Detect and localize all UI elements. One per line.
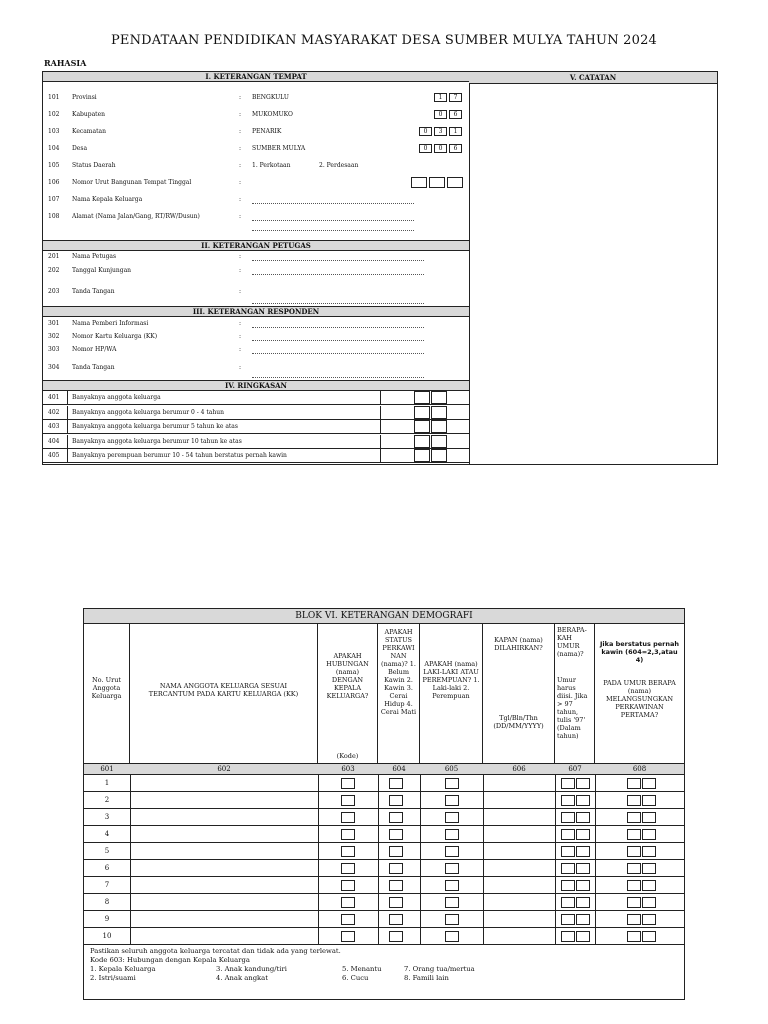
sex-box[interactable] [445, 812, 459, 823]
count-boxes [414, 406, 447, 419]
colon: : [239, 320, 242, 327]
place-row-104 [43, 145, 469, 155]
relationship-box[interactable] [341, 914, 355, 925]
sex-box[interactable] [445, 880, 459, 891]
member-row [84, 809, 684, 826]
age-box[interactable] [561, 914, 575, 925]
entry-line[interactable] [252, 253, 424, 261]
note-code-603: Kode 603: Hubungan dengan Kepala Keluarga [90, 956, 250, 964]
item-label: Banyaknya anggota keluarga berumur 10 tahun ke atas [72, 437, 242, 445]
place-row-102 [43, 111, 469, 121]
relationship-code-5: 5. Menantu [342, 965, 382, 973]
count-box[interactable] [431, 435, 447, 448]
entry-line[interactable] [252, 296, 424, 304]
age-box[interactable] [561, 795, 575, 806]
address-line-1[interactable] [252, 213, 414, 221]
marital-status-box[interactable] [389, 897, 403, 908]
demography-block [83, 608, 685, 1000]
age-box[interactable] [561, 778, 575, 789]
relationship-code-2: 2. Istri/suami [90, 974, 136, 982]
column-divider [595, 775, 596, 945]
item-number: 202 [48, 267, 60, 274]
age-box[interactable] [576, 778, 590, 789]
option-urban[interactable]: 1. Perkotaan [252, 162, 291, 169]
marriage-age-box[interactable] [627, 846, 641, 857]
column-divider [130, 775, 131, 945]
member-number: 5 [104, 847, 110, 855]
age-box[interactable] [576, 914, 590, 925]
item-label: Nama Pemberi Informasi [72, 320, 149, 327]
code-box[interactable]: 3 [434, 127, 447, 136]
member-row [84, 860, 684, 877]
item-number: 302 [48, 333, 60, 340]
relationship-box[interactable] [341, 931, 355, 942]
member-number: 9 [104, 915, 110, 923]
colon: : [239, 128, 242, 135]
name-line[interactable] [252, 196, 414, 204]
marriage-age-box[interactable] [642, 931, 656, 942]
place-row-101 [43, 94, 469, 104]
place-row-108 [43, 213, 469, 223]
respondent-row-301 [43, 320, 469, 330]
colon: : [239, 111, 242, 118]
item-value: BENGKULU [252, 94, 289, 101]
sex-box[interactable] [445, 931, 459, 942]
summary-row-405 [43, 449, 469, 463]
relationship-box[interactable] [341, 897, 355, 908]
relationship-code-8: 8. Famili lain [404, 974, 449, 982]
code-boxes [434, 93, 462, 102]
relationship-box[interactable] [341, 812, 355, 823]
summary-row-404 [43, 435, 469, 449]
divider [380, 406, 381, 419]
item-label: Banyaknya anggota keluarga berumur 0 - 4 tahun [72, 408, 224, 416]
relationship-box[interactable] [341, 880, 355, 891]
item-number: 106 [48, 179, 60, 186]
member-row [84, 911, 684, 928]
divider [67, 406, 68, 419]
entry-line[interactable] [252, 320, 424, 328]
count-box[interactable] [414, 435, 430, 448]
code-box[interactable]: 1 [449, 127, 462, 136]
code-box[interactable]: 0 [419, 127, 432, 136]
count-boxes [414, 435, 447, 448]
section-summary-header: IV. RINGKASAN [43, 380, 469, 391]
marriage-age-box[interactable] [627, 880, 641, 891]
code-box[interactable]: 0 [434, 110, 447, 119]
age-box[interactable] [561, 863, 575, 874]
age-box[interactable] [561, 897, 575, 908]
item-label: Nomor Urut Bangunan Tempat Tinggal [72, 179, 192, 186]
col-number-605: 605 [444, 765, 459, 773]
section-notes-header: V. CATATAN [469, 72, 717, 84]
count-boxes [414, 391, 447, 404]
code-box[interactable]: 7 [449, 93, 462, 102]
marital-status-box[interactable] [389, 829, 403, 840]
demography-notes [90, 947, 524, 983]
entry-line[interactable] [252, 370, 424, 378]
age-box[interactable] [576, 795, 590, 806]
code-box[interactable]: 1 [434, 93, 447, 102]
colon: : [239, 288, 242, 295]
item-number: 108 [48, 213, 60, 220]
marriage-age-box[interactable] [627, 812, 641, 823]
marriage-age-box[interactable] [642, 812, 656, 823]
relationship-box[interactable] [341, 778, 355, 789]
member-number: 4 [104, 830, 110, 838]
col-608-header: Jika berstatus pernah kawin (604=2,3,atau 4) PADA UMUR BERAPA (nama) MELANGSUNGKAN PERKAWINAN PERTAMA? [599, 640, 680, 719]
marriage-age-box[interactable] [642, 863, 656, 874]
count-box[interactable] [431, 420, 447, 433]
col-number-604: 604 [392, 765, 406, 773]
item-number: 304 [48, 364, 60, 371]
marriage-age-box[interactable] [627, 897, 641, 908]
marriage-age-box[interactable] [627, 829, 641, 840]
marriage-age-box[interactable] [642, 897, 656, 908]
marriage-age-box[interactable] [627, 778, 641, 789]
entry-line[interactable] [252, 267, 424, 275]
marriage-age-box[interactable] [642, 829, 656, 840]
officer-row-202 [43, 267, 469, 277]
divider [67, 391, 68, 404]
age-box[interactable] [561, 931, 575, 942]
relationship-code-3: 3. Anak kandung/tiri [216, 965, 287, 973]
item-value: MUKOMUKO [252, 111, 293, 118]
col-601-header: No. Urut Anggota Keluarga [84, 624, 130, 763]
marital-status-box[interactable] [389, 778, 403, 789]
item-label: Tanggal Kunjungan [72, 267, 132, 274]
col-607-header: BERAPA-KAH UMUR (nama)? Umur harus diisi. Jika > 97 tahun, tulis '97' (Dalam tahun) [555, 624, 595, 763]
summary-row-402 [43, 406, 469, 420]
age-box[interactable] [576, 880, 590, 891]
member-number: 1 [104, 779, 110, 787]
respondent-row-304 [43, 364, 469, 374]
relationship-code-6: 6. Cucu [342, 974, 369, 982]
item-value: PENARIK [252, 128, 282, 135]
item-number: 103 [48, 128, 60, 135]
entry-line[interactable] [252, 346, 424, 354]
colon: : [239, 267, 242, 274]
option-rural[interactable]: 2. Perdesaan [319, 162, 359, 169]
code-boxes [419, 127, 462, 136]
item-value: SUMBER MULYA [252, 145, 306, 152]
code-box[interactable]: 0 [434, 144, 447, 153]
col-number-606: 606 [512, 765, 526, 773]
item-label: Alamat (Nama Jalan/Gang, RT/RW/Dusun) [72, 213, 200, 220]
member-number: 2 [104, 796, 110, 804]
item-number: 107 [48, 196, 60, 203]
sex-box[interactable] [445, 914, 459, 925]
col-605-header: APAKAH (nama) LAKI-LAKI ATAU PEREMPUAN? 1. Laki-laki 2. Perempuan [420, 624, 483, 763]
item-label: Nomor Kartu Keluarga (KK) [72, 333, 158, 340]
colon: : [239, 196, 242, 203]
marital-status-box[interactable] [389, 846, 403, 857]
count-box[interactable] [431, 449, 447, 462]
marriage-age-box[interactable] [627, 795, 641, 806]
item-number: 104 [48, 145, 60, 152]
section-respondent-header: III. KETERANGAN RESPONDEN [43, 306, 469, 317]
item-label: Provinsi [72, 94, 97, 101]
age-box[interactable] [561, 812, 575, 823]
respondent-row-303 [43, 346, 469, 356]
summary-row-403 [43, 420, 469, 434]
relationship-code-4: 4. Anak angkat [216, 974, 268, 982]
col-604-header: APAKAH STATUS PERKAWI NAN (nama)? 1. Belum Kawin 2. Kawin 3. Cerai Hidup 4. Cerai Mati [378, 624, 420, 763]
item-number: 403 [48, 423, 60, 431]
sex-box[interactable] [445, 897, 459, 908]
colon: : [239, 162, 242, 169]
relationship-code-7: 7. Orang tua/mertua [404, 965, 475, 973]
colon: : [239, 333, 242, 340]
col-number-607: 607 [568, 765, 582, 773]
count-box[interactable] [414, 406, 430, 419]
marital-status-box[interactable] [389, 795, 403, 806]
place-row-106 [43, 179, 469, 189]
age-box[interactable] [576, 897, 590, 908]
item-number: 101 [48, 94, 60, 101]
count-box[interactable] [431, 391, 447, 404]
relationship-code-1: 1. Kepala Keluarga [90, 965, 156, 973]
respondent-row-302 [43, 333, 469, 343]
marriage-age-box[interactable] [642, 846, 656, 857]
column-number-row [84, 763, 684, 775]
column-divider [420, 775, 421, 945]
marital-status-box[interactable] [389, 931, 403, 942]
age-box[interactable] [576, 931, 590, 942]
marriage-age-box[interactable] [627, 914, 641, 925]
address-line-2[interactable] [252, 223, 414, 231]
code-box[interactable]: 6 [449, 110, 462, 119]
section-officer-header: II. KETERANGAN PETUGAS [43, 240, 469, 251]
officer-row-201 [43, 253, 469, 263]
column-divider [318, 775, 319, 945]
column-divider [378, 775, 379, 945]
colon: : [239, 253, 242, 260]
member-row [84, 826, 684, 843]
item-number: 303 [48, 346, 60, 353]
age-box[interactable] [576, 846, 590, 857]
item-label: Status Daerah [72, 162, 116, 169]
item-label: Kabupaten [72, 111, 106, 118]
relationship-box[interactable] [341, 863, 355, 874]
col-606-header: KAPAN (nama) DILAHIRKAN? Tgl/Bln/Thn (DD/MM/YYYY) [483, 624, 555, 763]
age-box[interactable] [576, 829, 590, 840]
column-divider [555, 775, 556, 945]
item-label: Kecamatan [72, 128, 106, 135]
item-label: Banyaknya anggota keluarga berumur 5 tahun ke atas [72, 423, 238, 431]
item-number: 404 [48, 437, 60, 445]
item-label: Tanda Tangan [72, 364, 115, 371]
column-divider [483, 775, 484, 945]
summary-row-401 [43, 391, 469, 405]
demography-title: BLOK VI. KETERANGAN DEMOGRAFI [84, 609, 684, 624]
divider [380, 420, 381, 433]
building-number-boxes [411, 177, 463, 188]
confidential-label: RAHASIA [44, 58, 87, 68]
item-label: Banyaknya anggota keluarga [72, 394, 161, 401]
code-box[interactable] [429, 177, 445, 188]
colon: : [239, 145, 242, 152]
relationship-box[interactable] [341, 795, 355, 806]
item-label: Nama Kepala Keluarga [72, 196, 143, 203]
item-label: Banyaknya perempuan berumur 10 - 54 tahun berstatus pernah kawin [72, 452, 287, 460]
code-boxes [434, 110, 462, 119]
count-boxes [414, 449, 447, 462]
divider [380, 435, 381, 448]
section-place-header: I. KETERANGAN TEMPAT [43, 71, 469, 82]
member-number: 8 [104, 898, 110, 906]
document-title: PENDATAAN PENDIDIKAN MASYARAKAT DESA SUMBER MULYA TAHUN 2024 [110, 33, 658, 48]
divider [67, 449, 68, 462]
code-boxes [419, 144, 462, 153]
count-box[interactable] [414, 420, 430, 433]
col-603-header: APAKAH HUBUNGAN (nama) DENGAN KEPALA KELUARGA? (Kode) [318, 624, 378, 763]
member-row [84, 775, 684, 792]
count-box[interactable] [414, 391, 430, 404]
marriage-age-box[interactable] [642, 795, 656, 806]
age-box[interactable] [561, 846, 575, 857]
relationship-codes [90, 965, 524, 983]
code-box[interactable] [411, 177, 427, 188]
member-row [84, 877, 684, 894]
marriage-age-box[interactable] [627, 863, 641, 874]
member-row [84, 894, 684, 911]
member-number: 10 [102, 932, 112, 940]
age-box[interactable] [576, 812, 590, 823]
marital-status-box[interactable] [389, 863, 403, 874]
code-box[interactable]: 0 [419, 144, 432, 153]
colon: : [239, 94, 242, 101]
age-box[interactable] [561, 829, 575, 840]
sex-box[interactable] [445, 846, 459, 857]
count-boxes [414, 420, 447, 433]
item-number: 401 [48, 394, 60, 401]
col-number-602: 602 [217, 765, 231, 773]
code-box[interactable]: 6 [449, 144, 462, 153]
marriage-age-box[interactable] [627, 931, 641, 942]
item-label: Tanda Tangan [72, 288, 115, 295]
marital-status-box[interactable] [389, 914, 403, 925]
household-form [42, 71, 718, 465]
relationship-box[interactable] [341, 846, 355, 857]
sex-box[interactable] [445, 778, 459, 789]
item-label: Nomor HP/WA [72, 346, 117, 353]
note-completeness: Pastikan seluruh anggota keluarga tercatat dan tidak ada yang terlewat. [90, 947, 341, 955]
member-row [84, 843, 684, 860]
colon: : [239, 213, 242, 220]
colon: : [239, 364, 242, 371]
item-number: 105 [48, 162, 60, 169]
marital-status-box[interactable] [389, 812, 403, 823]
divider [67, 435, 68, 448]
colon: : [239, 346, 242, 353]
col-number-608: 608 [632, 765, 647, 773]
age-box[interactable] [561, 880, 575, 891]
item-number: 402 [48, 408, 60, 416]
member-number: 3 [104, 813, 110, 821]
member-row [84, 928, 684, 945]
col-number-603: 603 [341, 765, 355, 773]
col-602-header: NAMA ANGGOTA KELUARGA SESUAI TERCANTUM PADA KARTU KELUARGA (KK) [130, 624, 318, 763]
member-row [84, 792, 684, 809]
divider [380, 391, 381, 404]
divider [380, 449, 381, 462]
count-box[interactable] [431, 406, 447, 419]
divider [67, 420, 68, 433]
officer-row-203 [43, 288, 469, 298]
sex-box[interactable] [445, 795, 459, 806]
code-box[interactable] [447, 177, 463, 188]
place-row-103 [43, 128, 469, 138]
col-number-601: 601 [100, 765, 114, 773]
item-number: 201 [48, 253, 60, 260]
left-panel [43, 72, 470, 464]
marriage-age-box[interactable] [642, 914, 656, 925]
marital-status-box[interactable] [389, 880, 403, 891]
marriage-age-box[interactable] [642, 778, 656, 789]
item-number: 102 [48, 111, 60, 118]
member-number: 6 [104, 864, 110, 872]
member-number: 7 [104, 881, 110, 889]
place-row-107 [43, 196, 469, 206]
item-number: 203 [48, 288, 60, 295]
count-box[interactable] [414, 449, 430, 462]
age-box[interactable] [576, 863, 590, 874]
item-label: Desa [72, 145, 88, 152]
sex-box[interactable] [445, 863, 459, 874]
marriage-age-box[interactable] [642, 880, 656, 891]
item-label: Nama Petugas [72, 253, 117, 260]
item-number: 301 [48, 320, 60, 327]
item-number: 405 [48, 452, 60, 460]
place-row-105 [43, 162, 469, 172]
colon: : [239, 179, 242, 186]
sex-box[interactable] [445, 829, 459, 840]
entry-line[interactable] [252, 333, 424, 341]
relationship-box[interactable] [341, 829, 355, 840]
